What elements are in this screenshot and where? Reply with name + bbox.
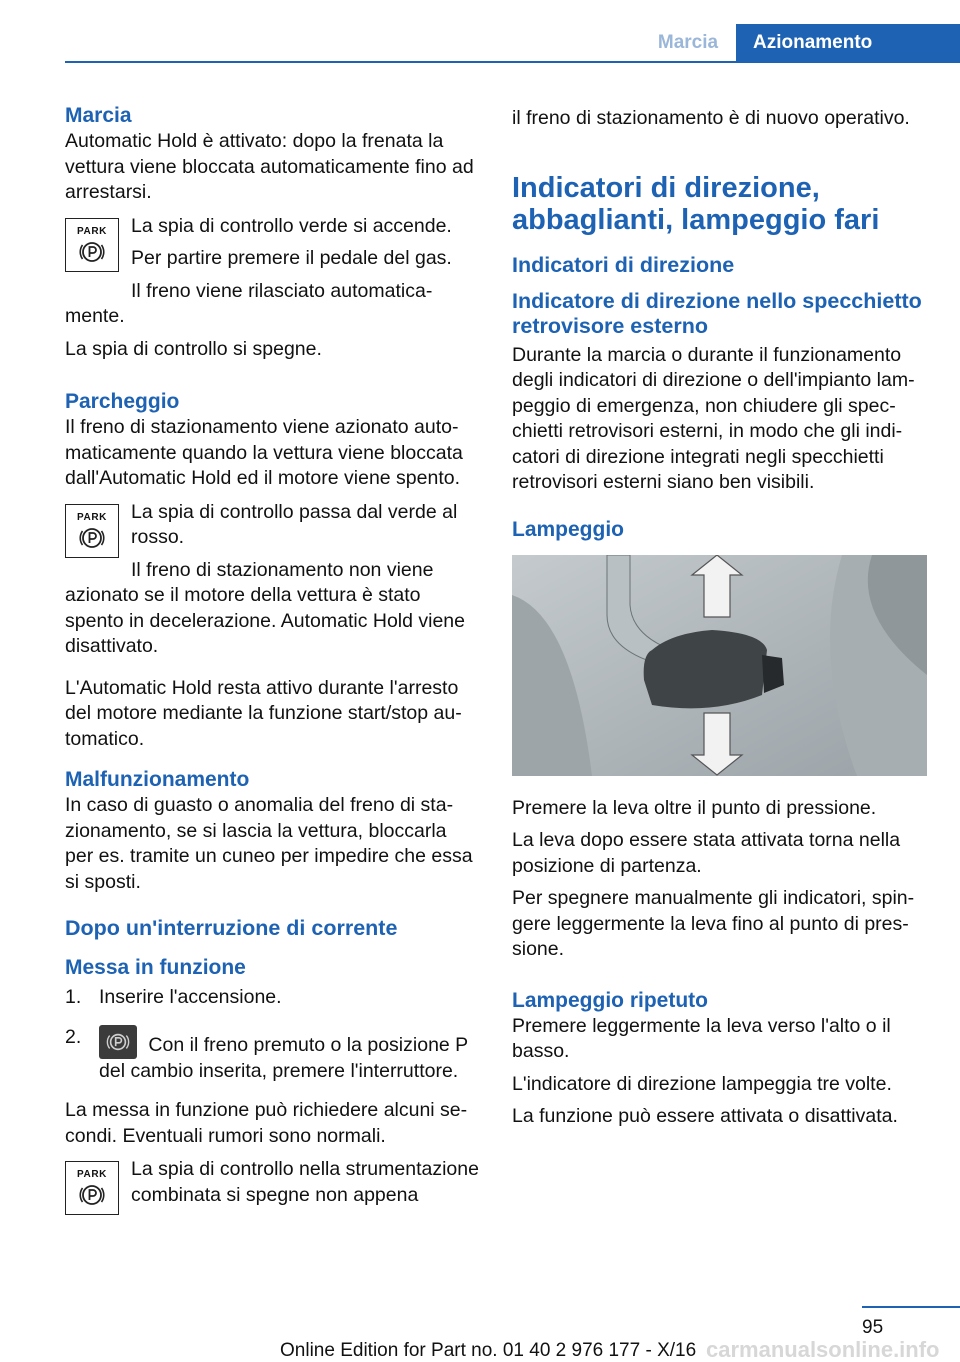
lampeggio-line-3: Per spegnere manualmente gli indicatori, spingere leggermente la leva fino al punto di pressione.	[512, 887, 915, 960]
heading-indicatori-di-direzione: Indicatori di direzione	[512, 252, 735, 277]
park-icon-label: PARK	[77, 1169, 107, 1180]
park-icon-label: PARK	[77, 225, 107, 237]
park-brake-indicator-icon	[65, 504, 119, 558]
lampeggio-ripetuto-line-1: Premere leggermente la leva verso l'alto o il basso.	[512, 1014, 891, 1062]
heading-malfunzionamento: Malfunzionamento	[65, 768, 250, 791]
brake-p-symbol	[79, 1182, 105, 1208]
page-number-rule	[862, 1306, 960, 1308]
right-column	[512, 106, 927, 1137]
step-number: 1.	[65, 986, 82, 1008]
marcia-paragraph: Automatic Hold è attivato: dopo la frenata la vettura viene bloccata automaticamente fino ad arrestarsi.	[65, 130, 474, 203]
marcia-paragraph-2: La spia di controllo si spegne.	[65, 337, 322, 360]
heading-parcheggio: Parcheggio	[65, 390, 180, 413]
park-brake-indicator-icon	[65, 218, 119, 272]
lampeggio-line-2: La leva dopo essere stata attivata torna nella posizione di partenza.	[512, 829, 901, 877]
park-brake-indicator-icon	[65, 1161, 119, 1215]
lampeggio-ripetuto-line-2: L'indicatore di direzione lampeggia tre volte.	[512, 1072, 892, 1095]
lampeggio-line-1: Premere la leva oltre il punto di pressione.	[512, 796, 877, 819]
left-column	[65, 102, 480, 1215]
list-item	[65, 985, 480, 1011]
heading-indicatori-abbaglianti: Indicatori di direzione, abbaglianti, lampeggio fari	[512, 171, 880, 236]
brake-p-symbol	[79, 239, 105, 265]
watermark: carmanualsonline.info	[706, 1337, 940, 1362]
page-number: 95	[862, 1317, 884, 1338]
step-number: 2.	[65, 1025, 82, 1048]
indicatore-specchietto-paragraph: Durante la marcia o durante il funzionamento degli indicatori di direzione o dell'impianto lampeggio di emergenza, non chiudere gli specchietti retrovisori esterni, in modo che gli indicatori di direzione integrati negli specchietti retrovisori esterni siano ben visibili.	[512, 343, 915, 493]
heading-lampeggio-ripetuto: Lampeggio ripetuto	[512, 988, 708, 1012]
step-text: Inserire l'accensione.	[99, 986, 282, 1008]
park-icon-label: PARK	[77, 511, 107, 523]
parcheggio-paragraph-2: L'Automatic Hold resta attivo durante l'arresto del motore mediante la funzione start/stop automatico.	[65, 676, 462, 750]
header-rule	[65, 61, 960, 63]
parcheggio-icon-line-2: Il freno di stazionamento non viene azionato se il motore della vettura è stato spento in decelerazione. Automatic Hold viene disattivato.	[65, 558, 465, 657]
header-section-azionamento: Azionamento	[736, 24, 960, 61]
parking-brake-switch-icon	[99, 1025, 137, 1059]
lever-illustration	[512, 555, 927, 776]
parcheggio-paragraph: Il freno di stazionamento viene azionato automaticamente quando la vettura viene bloccata dall'Automatic Hold ed il motore viene spento.	[65, 416, 463, 489]
heading-lampeggio: Lampeggio	[512, 517, 625, 541]
marcia-icon-line-3: Il freno viene rilasciato automaticamente.	[65, 279, 433, 327]
turn-signal-lever-photo	[512, 555, 927, 776]
heading-indicatore-specchietto: Indicatore di direzione nello specchietto retrovisore esterno	[512, 288, 922, 338]
marcia-icon-line-1: La spia di controllo verde si accende.	[131, 214, 452, 237]
marcia-park-notice	[65, 214, 480, 272]
marcia-icon-line-2: Per partire premere il pedale del gas.	[131, 247, 452, 269]
malfunzionamento-paragraph: In caso di guasto o anomalia del freno di stazionamento, se si lascia la vettura, bloccarla per es. tramite un cuneo per impedire che essa si sposti.	[65, 794, 473, 893]
step-text: Con il freno premuto o la posizione P del cambio inserita, premere l'interruttore.	[99, 1033, 468, 1082]
heading-marcia: Marcia	[65, 104, 132, 127]
steps-list	[65, 985, 480, 1084]
continued-paragraph: il freno di stazionamento è di nuovo operativo.	[512, 107, 910, 129]
parcheggio-park-notice	[65, 500, 480, 558]
messa-icon-line-1: La spia di controllo nella strumentazione combinata si spegne non appena	[131, 1158, 479, 1206]
messa-paragraph: La messa in funzione può richiedere alcuni secondi. Eventuali rumori sono normali.	[65, 1099, 468, 1147]
parcheggio-icon-line-1: La spia di controllo passa dal verde al rosso.	[131, 500, 458, 548]
list-item	[65, 1025, 480, 1085]
footer-edition: Online Edition for Part no. 01 40 2 976 177 - X/16	[280, 1340, 697, 1361]
heading-messa-in-funzione: Messa in funzione	[65, 956, 246, 979]
heading-dopo-interruzione: Dopo un'interruzione di corrente	[65, 916, 398, 940]
lampeggio-ripetuto-line-3: La funzione può essere attivata o disattivata.	[512, 1105, 898, 1127]
messa-park-notice	[65, 1157, 480, 1215]
header-section-marcia: Marcia	[657, 32, 719, 53]
brake-p-symbol	[79, 525, 105, 551]
